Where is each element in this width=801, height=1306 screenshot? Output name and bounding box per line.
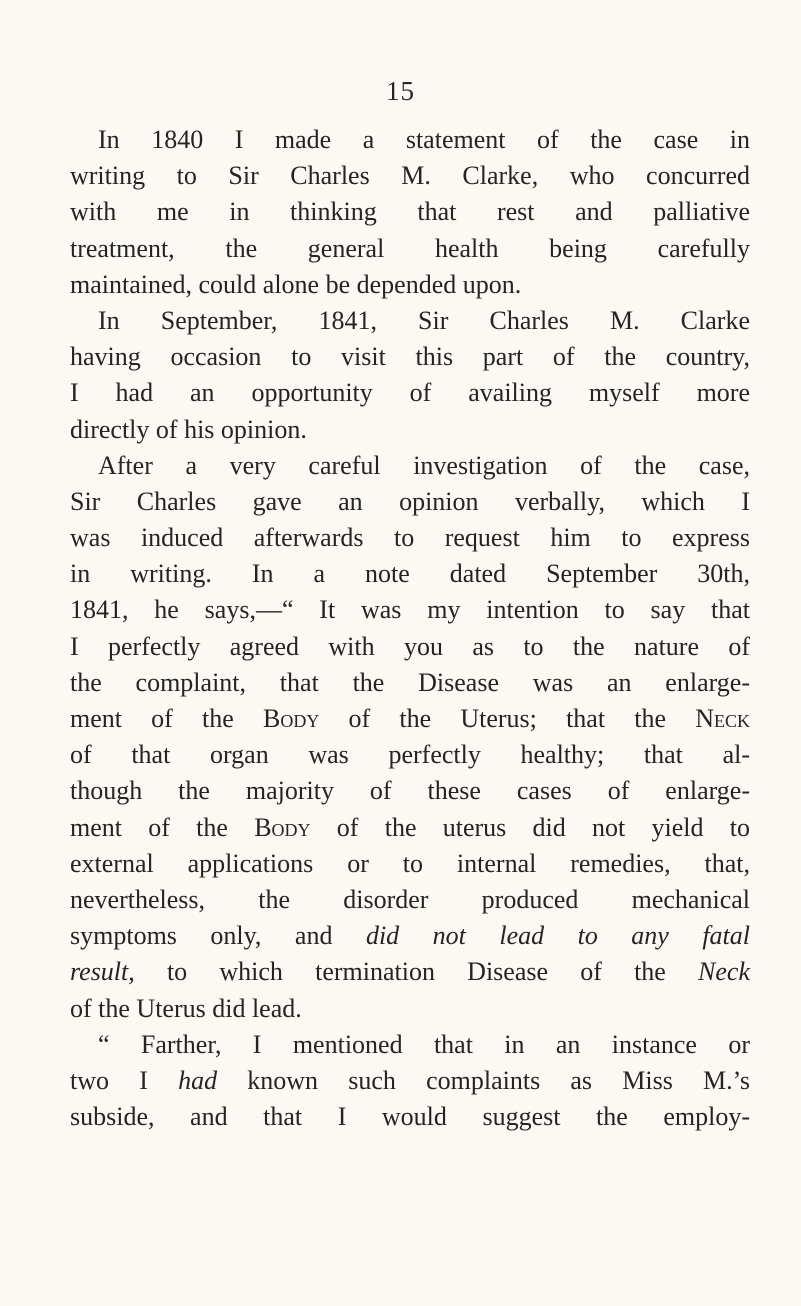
text-line: of the Uterus did lead. [70,993,302,1023]
italic-text: did not lead to any fatal [365,921,750,951]
text-line: though the majority of these cases of enlarge- [70,776,750,806]
page-number: 15 [386,76,415,106]
text-line: subside, and that I would suggest the employ- [70,1102,750,1132]
text-line: was induced afterwards to request him to express [70,523,750,553]
text-line [70,918,750,954]
text-line: In September, 1841, Sir Charles M. Clarke [98,305,750,335]
text-line: the complaint, that the Disease was an enlarge- [70,667,750,697]
text-line: in writing. In a note dated September 30th, [70,559,750,589]
body-text [70,122,750,1135]
line-text: two I [70,1065,179,1095]
line-text: ment of the [70,812,255,842]
text-line: “ Farther, I mentioned that in an instance or [98,1029,750,1059]
text-line: external applications or to internal remedies, that, [70,848,750,878]
small-caps-word: Neck [695,704,750,733]
text-line: 1841, he says,—“ It was my intention to say that [70,595,750,625]
text-line [70,701,750,737]
text-line: In 1840 I made a statement of the case in [98,125,750,154]
line-text: of the uterus did not yield to [310,812,750,842]
text-line: nevertheless, the disorder produced mechanical [70,884,750,914]
small-caps-word: Body [263,704,320,733]
text-line: directly of his opinion. [70,414,307,444]
text-line: I had an opportunity of availing myself more [70,378,750,408]
text-line: treatment, the general health being carefully [70,233,750,263]
italic-text: result, [70,957,135,987]
text-line: I perfectly agreed with you as to the nature of [70,631,750,661]
line-text: ment of the [70,704,263,733]
text-line: having occasion to visit this part of the country, [70,342,750,372]
text-line: Sir Charles gave an opinion verbally, which I [70,486,750,516]
text-line: with me in thinking that rest and palliative [70,197,750,227]
text-line: of that organ was perfectly healthy; that al- [70,740,750,770]
line-text: of the Uterus; that the [319,704,696,733]
line-text: known such complaints as Miss M.’s [217,1065,750,1095]
line-text: symptoms only, and [70,921,366,951]
text-line: After a very careful investigation of the case, [98,450,750,480]
small-caps-word: Body [254,812,311,842]
text-line: maintained, could alone be depended upon. [70,269,522,299]
text-line: writing to Sir Charles M. Clarke, who concurred [70,161,750,191]
text-line [70,810,750,846]
text-line [70,954,750,990]
italic-text: had [178,1065,218,1095]
italic-text: Neck [698,957,750,987]
line-text: to which termination Disease of the [134,957,699,987]
text-line [70,1063,750,1099]
